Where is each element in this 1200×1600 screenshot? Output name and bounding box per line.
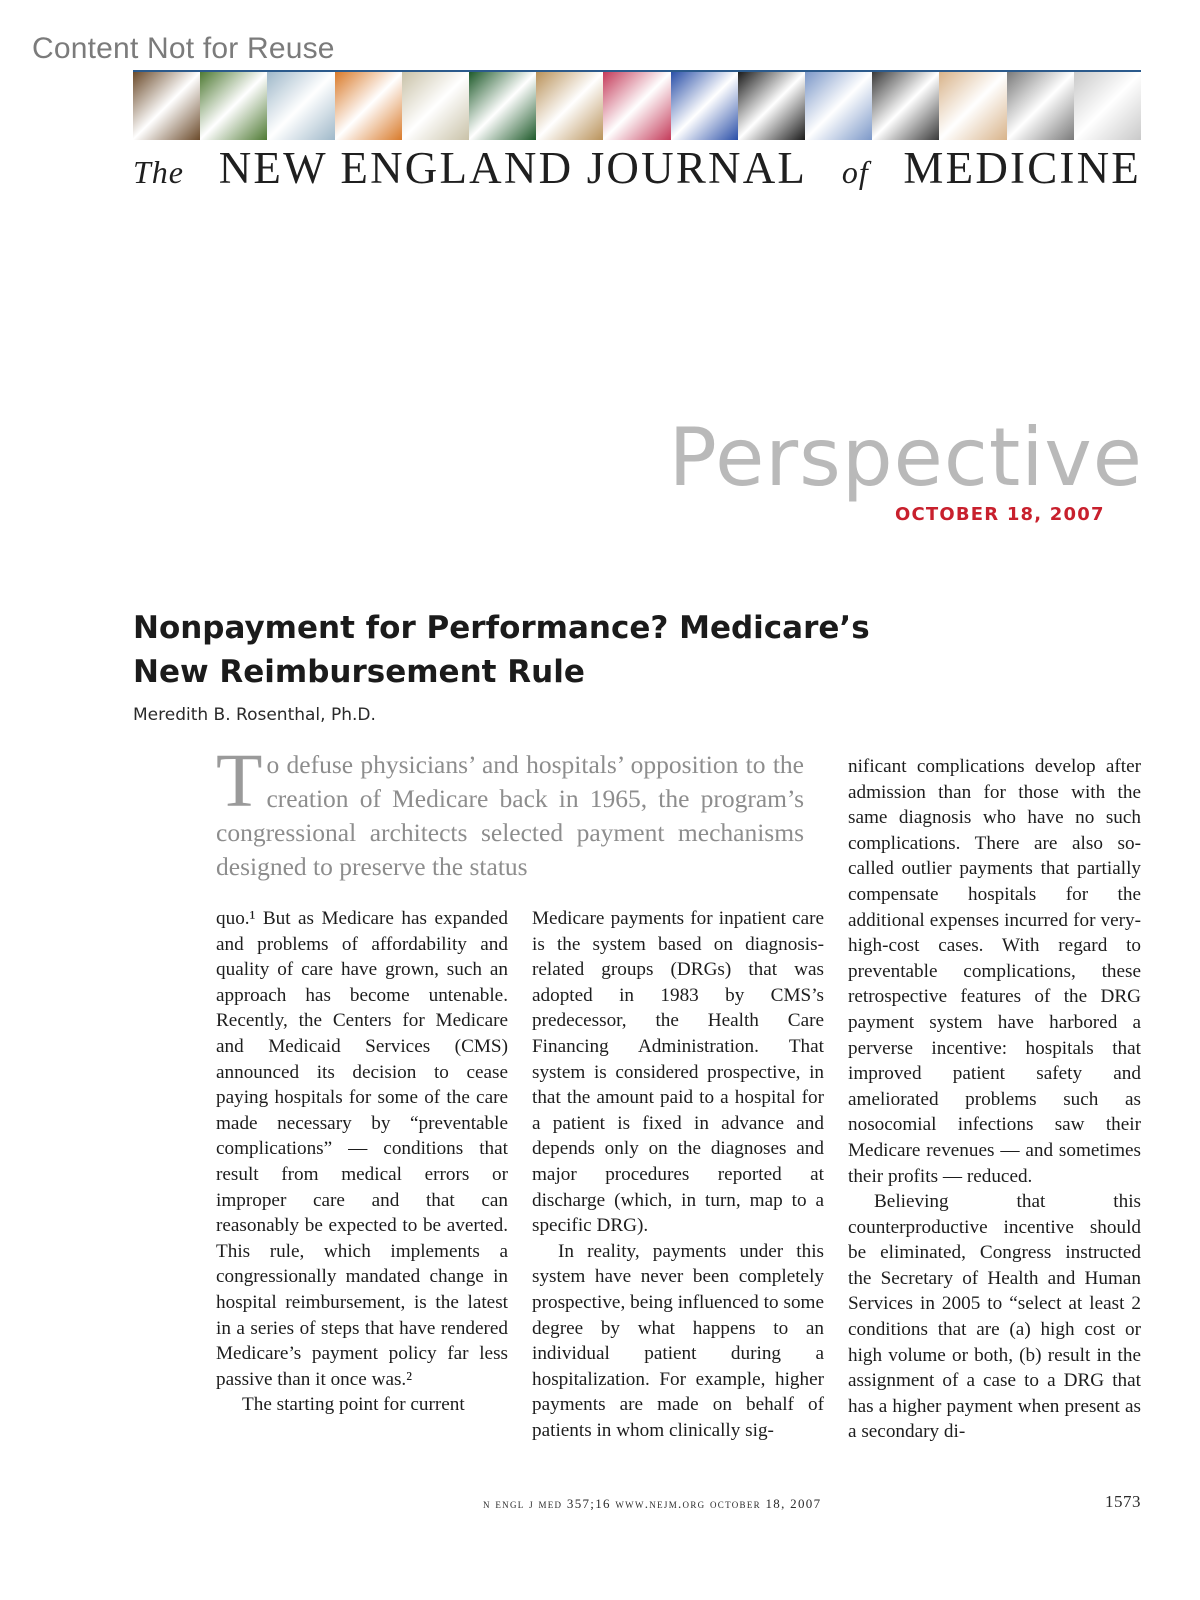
banner-tile	[536, 72, 603, 140]
paragraph: nificant complications develop after admission than for those with the same diagnosis who have no such complications. There are also so-called outlier payments that partially compensate hospitals for the additional expenses incurred for very-high-cost cases. With regard to preventable complications, these retrospective features of the DRG payment system have harbored a perverse incentive: hospitals that improved patient safety and ameliorated problems such as nosocomial infections saw their Medicare revenues — and sometimes their profits — reduced.	[848, 756, 1141, 1187]
body-column-1	[216, 906, 508, 1418]
watermark: Content Not for Reuse	[32, 32, 335, 65]
banner-tile	[402, 72, 469, 140]
banner-tile	[805, 72, 872, 140]
section-date: OCTOBER 18, 2007	[895, 504, 1105, 525]
banner-tile	[1074, 72, 1141, 140]
journal-masthead	[133, 142, 1141, 194]
banner-tile	[133, 72, 200, 140]
paragraph: Believing that this counterproductive incentive should be eliminated, Congress instructed the Secretary of Health and Human Services in 2005 to “select at least 2 conditions that are (a) high cost or high volume or both, (b) result in the assignment of a case to a DRG that has a higher payment when present as a secondary di-	[848, 1191, 1141, 1443]
paragraph: Medicare payments for inpatient care is the system based on diagnosis-related groups (DRGs) that was adopted in 1983 by CMS’s predecessor, the Health Care Financing Administration. That system is considered prospective, in that the amount paid to a hospital for a patient is fixed in advance and depends only on the diagnoses and major procedures reported at discharge (which, in turn, map to a specific DRG).	[532, 908, 824, 1237]
masthead-name-2: MEDICINE	[903, 143, 1141, 193]
body-column-2	[532, 906, 824, 1443]
banner-tile	[872, 72, 939, 140]
masthead-the: The	[133, 154, 184, 190]
banner-tile	[738, 72, 805, 140]
article-title: Nonpayment for Performance? Medicare’s New Reimbursement Rule	[133, 610, 870, 690]
masthead-image-banner	[133, 70, 1141, 140]
banner-tile	[1007, 72, 1074, 140]
lede-text: o defuse physicians’ and hospitals’ opposition to the creation of Medicare back in 1965, the program’s congressional architects selected payment mechanisms designed to preserve the status	[216, 750, 804, 881]
banner-tile	[671, 72, 738, 140]
paragraph: In reality, payments under this system have never been completely prospective, being influenced to some degree by what happens to an individual patient during a hospitalization. For example, higher payments are made on behalf of patients in whom clinically sig-	[532, 1240, 824, 1441]
banner-tile	[335, 72, 402, 140]
banner-tile	[200, 72, 267, 140]
masthead-of: of	[841, 154, 869, 190]
banner-tile	[939, 72, 1006, 140]
masthead-name-1: NEW ENGLAND JOURNAL	[218, 143, 808, 193]
banner-tile	[603, 72, 670, 140]
section-title: Perspective	[668, 411, 1143, 504]
body-column-3	[848, 754, 1141, 1445]
paragraph: The starting point for current	[242, 1394, 465, 1416]
article-author: Meredith B. Rosenthal, Ph.D.	[133, 705, 376, 725]
banner-tile	[267, 72, 334, 140]
drop-cap: T	[216, 739, 263, 823]
banner-tile	[469, 72, 536, 140]
page-number: 1573	[1105, 1492, 1141, 1511]
article-lede	[216, 739, 804, 884]
footer-citation: n engl j med 357;16 www.nejm.org october 18, 2007	[483, 1496, 822, 1511]
paragraph: quo.¹ But as Medicare has expanded and problems of affordability and quality of care have grown, such an approach has become untenable. Recently, the Centers for Medicare and Medicaid Services (CMS) announced its decision to cease paying hospitals for some of the care made necessary by “preventable complications” — conditions that result from medical errors or improper care and that can reasonably be expected to be averted. This rule, which implements a congressionally mandated change in hospital reimbursement, is the latest in a series of steps that have rendered Medicare’s payment policy far less passive than it once was.²	[216, 908, 508, 1390]
